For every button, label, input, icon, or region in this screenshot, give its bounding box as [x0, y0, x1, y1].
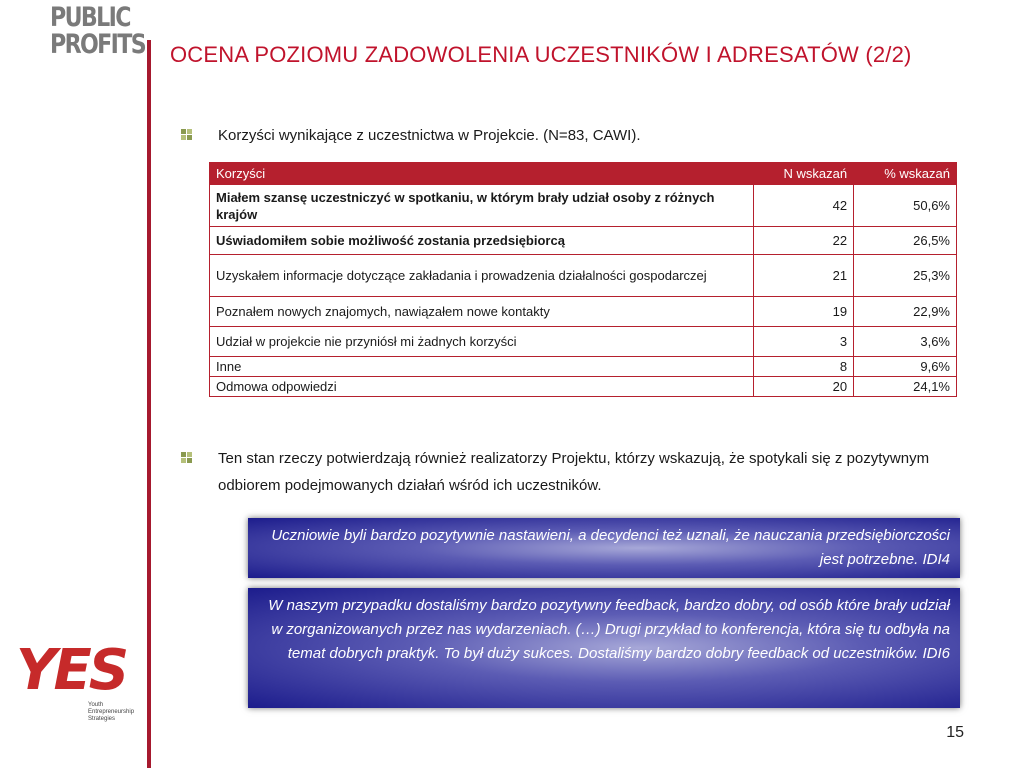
table-header-row [210, 163, 957, 185]
quote-box-idi6: W naszym przypadku dostaliśmy bardzo pozytywny feedback, bardzo dobry, od osób które brały udział w zorganizowanych przez nas wydarzeniach. (…) Drugi przykład to konferencja, która się tu odbyła na temat dobrych praktyk. To był duży sukces. Dostaliśmy bardzo dobry feedback od uczestników. IDI6 [248, 588, 960, 708]
yes-logo-subtitle [88, 702, 134, 723]
row-n: 42 [754, 185, 854, 227]
quote-box-idi4: Uczniowie byli bardzo pozytywnie nastawieni, a decydenci też uznali, że nauczania przedsiębiorczości jest potrzebne. IDI4 [248, 518, 960, 578]
yes-sub-2: Entrepreneurship [88, 709, 135, 715]
bullet-icon [181, 452, 192, 463]
row-pct: 9,6% [854, 357, 957, 377]
table-row [210, 357, 957, 377]
row-n: 22 [754, 227, 854, 255]
page-title: OCENA POZIOMU ZADOWOLENIA UCZESTNIKÓW I ADRESATÓW (2/2) [170, 42, 912, 67]
row-pct: 3,6% [854, 327, 957, 357]
yes-sub-3: Strategies [88, 716, 116, 722]
table-row [210, 327, 957, 357]
logo-line-2: PROFITS [50, 29, 146, 60]
row-n: 8 [754, 357, 854, 377]
table-row [210, 297, 957, 327]
row-n: 20 [754, 377, 854, 397]
bullet-icon [181, 129, 192, 140]
header-benefits: Korzyści [210, 163, 754, 185]
header-n: N wskazań [754, 163, 854, 185]
page-number: 15 [946, 724, 964, 741]
summary-text: Ten stan rzeczy potwierdzają również realizatorzy Projektu, którzy wskazują, że spotykali się z pozytywnym odbiorem podejmowanych działań wśród ich uczestników. [218, 450, 930, 494]
accent-divider-line [147, 40, 151, 768]
public-profits-logo [50, 2, 146, 60]
row-pct: 25,3% [854, 255, 957, 297]
row-label: Udział w projekcie nie przyniósł mi żadnych korzyści [210, 327, 754, 357]
row-label: Uzyskałem informacje dotyczące zakładania i prowadzenia działalności gospodarczej [210, 255, 754, 297]
table-row [210, 185, 957, 227]
yes-logo: YES [16, 638, 127, 703]
yes-sub-1: Youth [88, 702, 104, 708]
header-pct: % wskazań [854, 163, 957, 185]
row-label: Poznałem nowych znajomych, nawiązałem nowe kontakty [210, 297, 754, 327]
logo-line-1: PUBLIC [50, 2, 130, 33]
table-row [210, 227, 957, 255]
row-n: 19 [754, 297, 854, 327]
row-label: Odmowa odpowiedzi [210, 377, 754, 397]
table-row [210, 377, 957, 397]
row-n: 21 [754, 255, 854, 297]
row-pct: 26,5% [854, 227, 957, 255]
intro-text: Korzyści wynikające z uczestnictwa w Projekcie. (N=83, CAWI). [218, 127, 641, 144]
row-pct: 24,1% [854, 377, 957, 397]
row-pct: 22,9% [854, 297, 957, 327]
table-row [210, 255, 957, 297]
row-pct: 50,6% [854, 185, 957, 227]
row-label: Miałem szansę uczestniczyć w spotkaniu, w którym brały udział osoby z różnych krajów [210, 185, 754, 227]
row-label: Uświadomiłem sobie możliwość zostania przedsiębiorcą [210, 227, 754, 255]
benefits-table [209, 162, 957, 397]
row-n: 3 [754, 327, 854, 357]
row-label: Inne [210, 357, 754, 377]
